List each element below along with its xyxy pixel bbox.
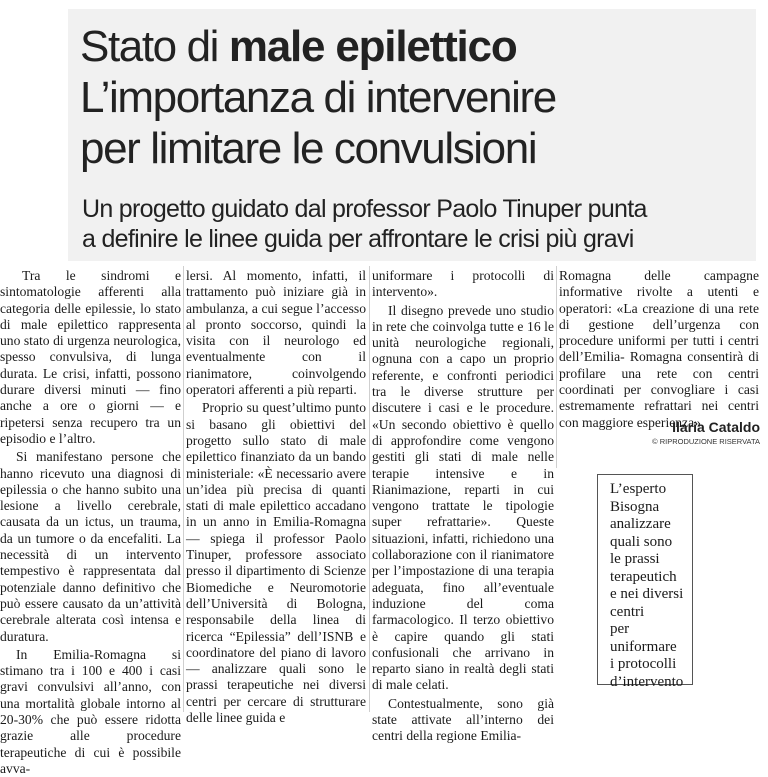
copyright-notice: © RIPRODUZIONE RISERVATA [652, 437, 760, 446]
paragraph: lersi. Al momento, infatti, il trattamento può iniziare già in ambulanza, a cui segue l’accesso al pronto soccorso, quindi la visita con il neurologo ed eventualmente con il rianimatore, coinvolgendo operatori afferenti a più reparti. [186, 268, 366, 398]
expert-quote-line: uniformare [610, 638, 677, 655]
paragraph: uniformare i protocolli di intervento». [372, 268, 554, 300]
article-column-4 [559, 268, 759, 431]
subheadline-line-1: Un progetto guidato dal professor Paolo Tinuper punta [82, 195, 647, 223]
headline-line-2: L’importanza di intervenire [80, 73, 556, 122]
expert-quote-line: le prassi [610, 551, 660, 567]
subheadline-line-2: a definire le linee guida per affrontare le crisi più gravi [82, 225, 634, 253]
paragraph: Contestualmente, sono già state attivate all’interno dei centri della regione Emilia- [372, 695, 554, 744]
expert-quote-line: quali sono [610, 533, 673, 550]
paragraph: Tra le sindromi e sintomatologie afferenti alla categoria delle epilessie, lo stato di male epilettico rappresenta uno stato di urgenza neurologica, spesso convulsiva, di lunga durata. Le crisi, infatti, possono durare diversi minuti — fino anche a ore o giorni — e ripetersi senza recupero tra un episodio e l’altro. [0, 268, 181, 446]
paragraph: Si manifestano persone che hanno ricevuto una diagnosi di epilessia o che hanno subito una lesione a livello cerebrale, causata da un ictus, un trauma, da un tumore o da encefaliti. La necessità di un intervento tempestivo è rappresentata dal potenziale danno definitivo che può essere causato da un’attività cerebrale alterata così intensa e duratura. [0, 449, 181, 644]
expert-quote-line: analizzare [610, 516, 671, 532]
paragraph: Romagna delle campagne informative rivolte a utenti e operatori: «La creazione di una rete di gestione dell’urgenza con procedure uniformi per tutti i centri dell’Emilia- Romagna consentirà di profilare una rete con centri coordinati per convogliare i casi estremamente refrattari nei centri con maggiore esperienza». [559, 268, 759, 430]
expert-quote-line: d’intervento [610, 673, 684, 690]
column-divider [183, 266, 184, 712]
expert-quote-line: Bisogna [610, 498, 660, 515]
paragraph: Proprio su quest’ultimo punto si basano gli obiettivi del progetto sullo stato di male epilettico finanziato da un bando ministeriale: «È necessario avere un’idea più precisa di quanti stati di male epilettico accadano in un anno in Emilia-Romagna — spiega il professor Paolo Tinuper, professore associato presso il dipartimento di Scienze Biomediche e Neuromotorie dell’Università di Bologna, responsabile della linea di ricerca “Epilessia” dell’ISNB e coordinatore del piano di lavoro — analizzare quali sono le prassi terapeutiche nei diversi centri per cercare di strutturare delle linee guida e [186, 400, 366, 726]
paragraph: In Emilia-Romagna si stimano tra i 100 e 400 i casi gravi convulsivi all’anno, con una mortalità globale intorno al 20-30% che può essere ridotta grazie alle procedure terapeutiche di cui è possibile avva- [0, 646, 181, 776]
expert-box-title: L’esperto [610, 481, 667, 497]
article-column-1 [0, 268, 181, 777]
headline-line-1: Stato di male epilettico [80, 22, 517, 71]
article-column-2 [186, 268, 366, 726]
article-column-3 [372, 268, 554, 745]
headline-line-3: per limitare le convulsioni [80, 124, 537, 173]
column-divider [369, 266, 370, 712]
paragraph: Il disegno prevede uno studio in rete che coinvolga tutte e 16 le unità neurologiche regionali, ognuna con a capo un proprio referente, e confronti periodici tra le diverse strutture per discutere i casi e le procedure. «Un secondo obiettivo è quello di approfondire come vengono gestiti gli stati di male nelle terapie intensive e in Rianimazione, reparti in cui vengono trattate le tipologie super refrattarie». Queste situazioni, infatti, richiedono una collaborazione con il rianimatore per l’impostazione di una terapia adeguata, fino all’eventuale induzione del coma farmacologico. Il terzo obiettivo è capire quando gli stati confusionali che arrivano in reparto siano in realtà degli stati di male celati. [372, 302, 554, 693]
expert-quote-line: per [610, 621, 630, 637]
expert-quote-line: i protocolli [610, 656, 677, 672]
expert-quote-line: e nei diversi [610, 586, 684, 602]
author-byline: Ilaria Cataldo [672, 419, 760, 435]
expert-quote-line: terapeutich [610, 568, 677, 585]
expert-quote-line: centri [610, 603, 645, 620]
column-divider [556, 266, 557, 468]
expert-quote-box [597, 474, 693, 690]
